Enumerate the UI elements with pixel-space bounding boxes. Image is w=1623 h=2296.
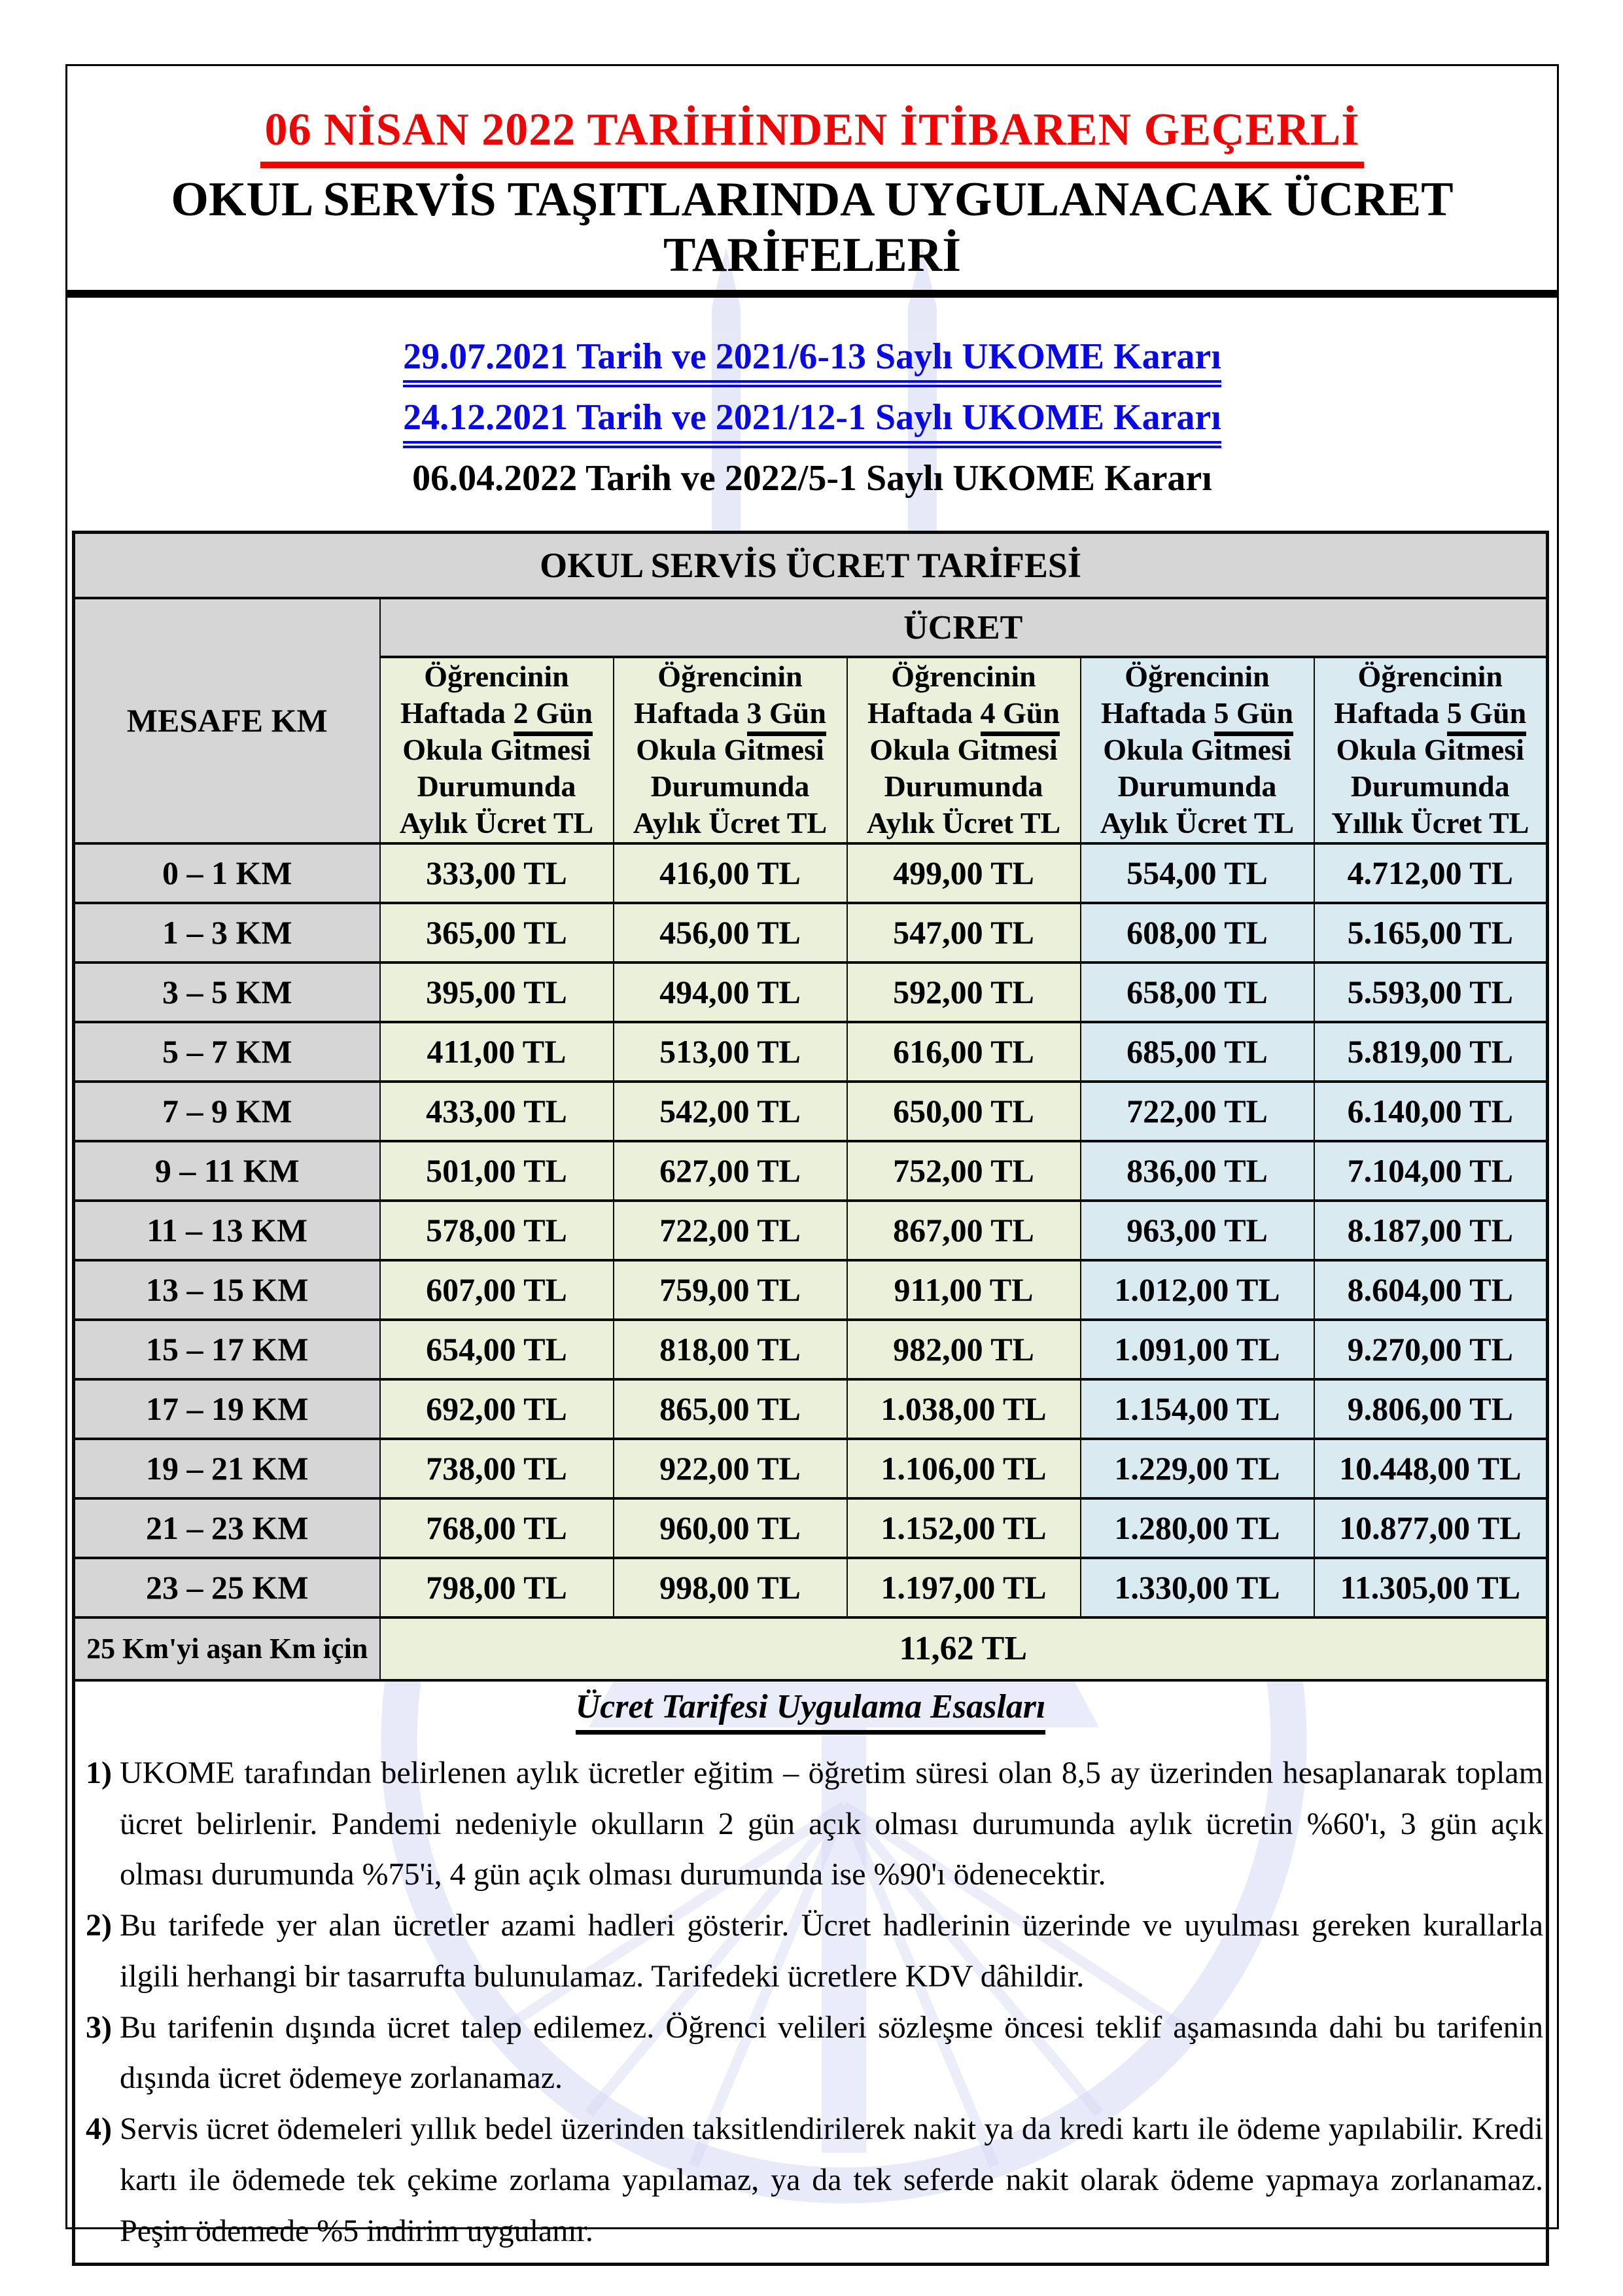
note-number: 4) (86, 2111, 112, 2147)
header-text: Okula Gitmesi Durumunda Aylık Ücret TL (866, 733, 1061, 840)
note-number: 3) (86, 2009, 112, 2045)
fare-cell: 658,00 TL (1081, 963, 1314, 1022)
distance-column-header: MESAFE KM (74, 598, 380, 843)
notes-list (78, 1748, 1543, 2257)
header-day-count-underlined: 5 Gün (1214, 696, 1293, 736)
fare-cell: 6.140,00 TL (1314, 1082, 1548, 1141)
column-header-4-days (847, 657, 1081, 843)
fare-cell: 607,00 TL (380, 1260, 614, 1320)
fare-cell: 433,00 TL (380, 1082, 614, 1141)
fare-cell: 798,00 TL (380, 1558, 614, 1617)
table-row (74, 1498, 1548, 1558)
fare-cell: 7.104,00 TL (1314, 1141, 1548, 1201)
table-row (74, 1558, 1548, 1617)
table-row (74, 1141, 1548, 1201)
fare-cell: 1.152,00 TL (847, 1498, 1081, 1558)
ukome-decision-link[interactable]: 29.07.2021 Tarih ve 2021/6-13 Saylı UKOME Kararı (403, 336, 1221, 387)
fare-cell: 10.448,00 TL (1314, 1439, 1548, 1498)
note-number: 2) (86, 1908, 112, 1943)
distance-cell: 15 – 17 KM (74, 1320, 380, 1379)
fare-table (72, 531, 1549, 2266)
distance-cell: 11 – 13 KM (74, 1201, 380, 1260)
fare-cell: 8.187,00 TL (1314, 1201, 1548, 1260)
validity-title-row (67, 104, 1557, 168)
distance-cell: 3 – 5 KM (74, 963, 380, 1022)
decision-row (67, 397, 1557, 448)
fare-cell: 998,00 TL (614, 1558, 847, 1617)
table-row (74, 963, 1548, 1022)
fare-cell: 692,00 TL (380, 1379, 614, 1439)
note-item (78, 2104, 1543, 2256)
fare-cell: 1.012,00 TL (1081, 1260, 1314, 1320)
fare-cell: 554,00 TL (1081, 843, 1314, 903)
table-title: OKUL SERVİS ÜCRET TARİFESİ (74, 533, 1548, 599)
note-text: Servis ücret ödemeleri yıllık bedel üzerinden taksitlendirilerek nakit ya da kredi kartı ile ödeme yapılabilir. Kredi kartı ile ödemede tek çekime zorlama yapılamaz, ya da tek seferde nakit olarak ödeme yapmaya zorlanamaz. Peşin ödemede %5 indirim uygulanır. (120, 2111, 1544, 2248)
fare-cell: 456,00 TL (614, 903, 847, 963)
fare-cell: 5.819,00 TL (1314, 1022, 1548, 1082)
fare-rows (74, 843, 1548, 1617)
note-item (78, 1900, 1543, 2002)
fare-cell: 608,00 TL (1081, 903, 1314, 963)
header-text: Okula Gitmesi Durumunda Aylık Ücret TL (633, 733, 828, 840)
notes-cell (74, 1680, 1548, 2265)
distance-cell: 0 – 1 KM (74, 843, 380, 903)
fare-cell: 768,00 TL (380, 1498, 614, 1558)
fare-cell: 5.593,00 TL (1314, 963, 1548, 1022)
fare-cell: 963,00 TL (1081, 1201, 1314, 1260)
note-text: Bu tarifede yer alan ücretler azami hadleri gösterir. Ücret hadlerinin üzerinde ve uyulması gereken kurallarla ilgili herhangi bir tasarrufta bulunulamaz. Tarifedeki ücretlere KDV dâhildir. (120, 1908, 1544, 1994)
table-title-row (74, 533, 1548, 599)
header-day-count-underlined: 5 Gün (1447, 696, 1526, 736)
fare-cell: 333,00 TL (380, 843, 614, 903)
header-day-count-underlined: 2 Gün (514, 696, 593, 736)
fare-cell: 10.877,00 TL (1314, 1498, 1548, 1558)
document-title-row (67, 172, 1557, 298)
note-text: UKOME tarafından belirlenen aylık ücretler eğitim – öğretim süresi olan 8,5 ay üzerinden hesaplanarak toplam ücret belirlenir. Pandemi nedeniyle okulların 2 gün açık olması durumunda aylık ücretin %60'ı, 3 gün açık olması durumunda %75'i, 4 gün açık olması durumunda ise %90'ı ödenecektir. (120, 1755, 1544, 1892)
fare-cell: 1.330,00 TL (1081, 1558, 1314, 1617)
fare-cell: 9.270,00 TL (1314, 1320, 1548, 1379)
fare-cell: 416,00 TL (614, 843, 847, 903)
fare-cell: 759,00 TL (614, 1260, 847, 1320)
distance-cell: 13 – 15 KM (74, 1260, 380, 1320)
distance-cell: 9 – 11 KM (74, 1141, 380, 1201)
fare-cell: 1.091,00 TL (1081, 1320, 1314, 1379)
fare-cell: 738,00 TL (380, 1439, 614, 1498)
header-text: Öğrencinin Haftada (634, 660, 803, 730)
decision-row (67, 457, 1557, 502)
table-row (74, 1082, 1548, 1141)
document-title: OKUL SERVİS TAŞITLARINDA UYGULANACAK ÜCRET TARİFELERİ (67, 172, 1557, 298)
distance-cell: 19 – 21 KM (74, 1439, 380, 1498)
over-25km-value: 11,62 TL (380, 1617, 1548, 1680)
header-day-count-underlined: 3 Gün (747, 696, 826, 736)
fare-cell: 867,00 TL (847, 1201, 1081, 1260)
header-text: Öğrencinin Haftada (1101, 660, 1270, 730)
fare-cell: 836,00 TL (1081, 1141, 1314, 1201)
fare-cell: 922,00 TL (614, 1439, 847, 1498)
header-text: Okula Gitmesi Durumunda Aylık Ücret TL (399, 733, 594, 840)
fare-cell: 8.604,00 TL (1314, 1260, 1548, 1320)
fare-cell: 494,00 TL (614, 963, 847, 1022)
table-row (74, 1022, 1548, 1082)
fare-cell: 1.154,00 TL (1081, 1379, 1314, 1439)
fare-cell: 9.806,00 TL (1314, 1379, 1548, 1439)
fare-cell: 5.165,00 TL (1314, 903, 1548, 963)
column-header-5-days-yearly (1314, 657, 1548, 843)
fare-cell: 578,00 TL (380, 1201, 614, 1260)
fare-cell: 960,00 TL (614, 1498, 847, 1558)
fare-cell: 722,00 TL (1081, 1082, 1314, 1141)
column-header-3-days (614, 657, 847, 843)
note-number: 1) (86, 1755, 112, 1790)
column-header-5-days-monthly (1081, 657, 1314, 843)
note-text: Bu tarifenin dışında ücret talep edilemez. Öğrenci velileri sözleşme öncesi teklif aşamasında dahi bu tarifenin dışında ücret ödemeye zorlanamaz. (120, 2009, 1544, 2096)
fare-cell: 1.197,00 TL (847, 1558, 1081, 1617)
fare-cell: 627,00 TL (614, 1141, 847, 1201)
fare-cell: 616,00 TL (847, 1022, 1081, 1082)
table-group-header-row (74, 598, 1548, 657)
fare-cell: 1.280,00 TL (1081, 1498, 1314, 1558)
header-text: Okula Gitmesi Durumunda Yıllık Ücret TL (1331, 733, 1529, 840)
notes-row (74, 1680, 1548, 2265)
fare-cell: 982,00 TL (847, 1320, 1081, 1379)
ukome-decision-text: 06.04.2022 Tarih ve 2022/5-1 Saylı UKOME Kararı (412, 458, 1212, 499)
fare-cell: 1.229,00 TL (1081, 1439, 1314, 1498)
fare-cell: 365,00 TL (380, 903, 614, 963)
over-25km-label: 25 Km'yi aşan Km için (74, 1617, 380, 1680)
column-header-2-days (380, 657, 614, 843)
fare-cell: 395,00 TL (380, 963, 614, 1022)
distance-cell: 7 – 9 KM (74, 1082, 380, 1141)
fare-cell: 592,00 TL (847, 963, 1081, 1022)
distance-cell: 5 – 7 KM (74, 1022, 380, 1082)
fare-cell: 654,00 TL (380, 1320, 614, 1379)
note-item (78, 2002, 1543, 2104)
notes-heading-row (78, 1687, 1543, 1735)
decision-row (67, 336, 1557, 387)
fare-cell: 685,00 TL (1081, 1022, 1314, 1082)
fare-cell: 1.038,00 TL (847, 1379, 1081, 1439)
fare-cell: 650,00 TL (847, 1082, 1081, 1141)
table-row (74, 1439, 1548, 1498)
table-row (74, 903, 1548, 963)
fare-group-header: ÜCRET (380, 598, 1548, 657)
fare-cell: 547,00 TL (847, 903, 1081, 963)
ukome-decision-link[interactable]: 24.12.2021 Tarih ve 2021/12-1 Saylı UKOME Kararı (403, 397, 1221, 448)
table-row (74, 1260, 1548, 1320)
decision-list (67, 336, 1557, 502)
fare-cell: 542,00 TL (614, 1082, 847, 1141)
table-row (74, 1201, 1548, 1260)
header-text: Öğrencinin Haftada (400, 660, 569, 730)
note-item (78, 1748, 1543, 1900)
notes-heading: Ücret Tarifesi Uygulama Esasları (576, 1687, 1046, 1735)
fare-cell: 865,00 TL (614, 1379, 847, 1439)
header-text: Öğrencinin Haftada (1334, 660, 1503, 730)
distance-cell: 17 – 19 KM (74, 1379, 380, 1439)
fare-cell: 818,00 TL (614, 1320, 847, 1379)
fare-cell: 11.305,00 TL (1314, 1558, 1548, 1617)
distance-cell: 21 – 23 KM (74, 1498, 380, 1558)
fare-cell: 722,00 TL (614, 1201, 847, 1260)
distance-cell: 1 – 3 KM (74, 903, 380, 963)
table-row (74, 1379, 1548, 1439)
over-25km-row (74, 1617, 1548, 1680)
fare-cell: 513,00 TL (614, 1022, 847, 1082)
validity-title: 06 NİSAN 2022 TARİHİNDEN İTİBAREN GEÇERLİ (260, 104, 1363, 168)
table-row (74, 843, 1548, 903)
header-text: Okula Gitmesi Durumunda Aylık Ücret TL (1100, 733, 1295, 840)
fare-cell: 411,00 TL (380, 1022, 614, 1082)
fare-cell: 752,00 TL (847, 1141, 1081, 1201)
distance-cell: 23 – 25 KM (74, 1558, 380, 1617)
fare-cell: 499,00 TL (847, 843, 1081, 903)
table-row (74, 1320, 1548, 1379)
fare-cell: 4.712,00 TL (1314, 843, 1548, 903)
fare-cell: 911,00 TL (847, 1260, 1081, 1320)
fare-cell: 1.106,00 TL (847, 1439, 1081, 1498)
header-text: Öğrencinin Haftada (867, 660, 1036, 730)
header-day-count-underlined: 4 Gün (981, 696, 1060, 736)
page-border-frame (65, 64, 1559, 2248)
fare-cell: 501,00 TL (380, 1141, 614, 1201)
